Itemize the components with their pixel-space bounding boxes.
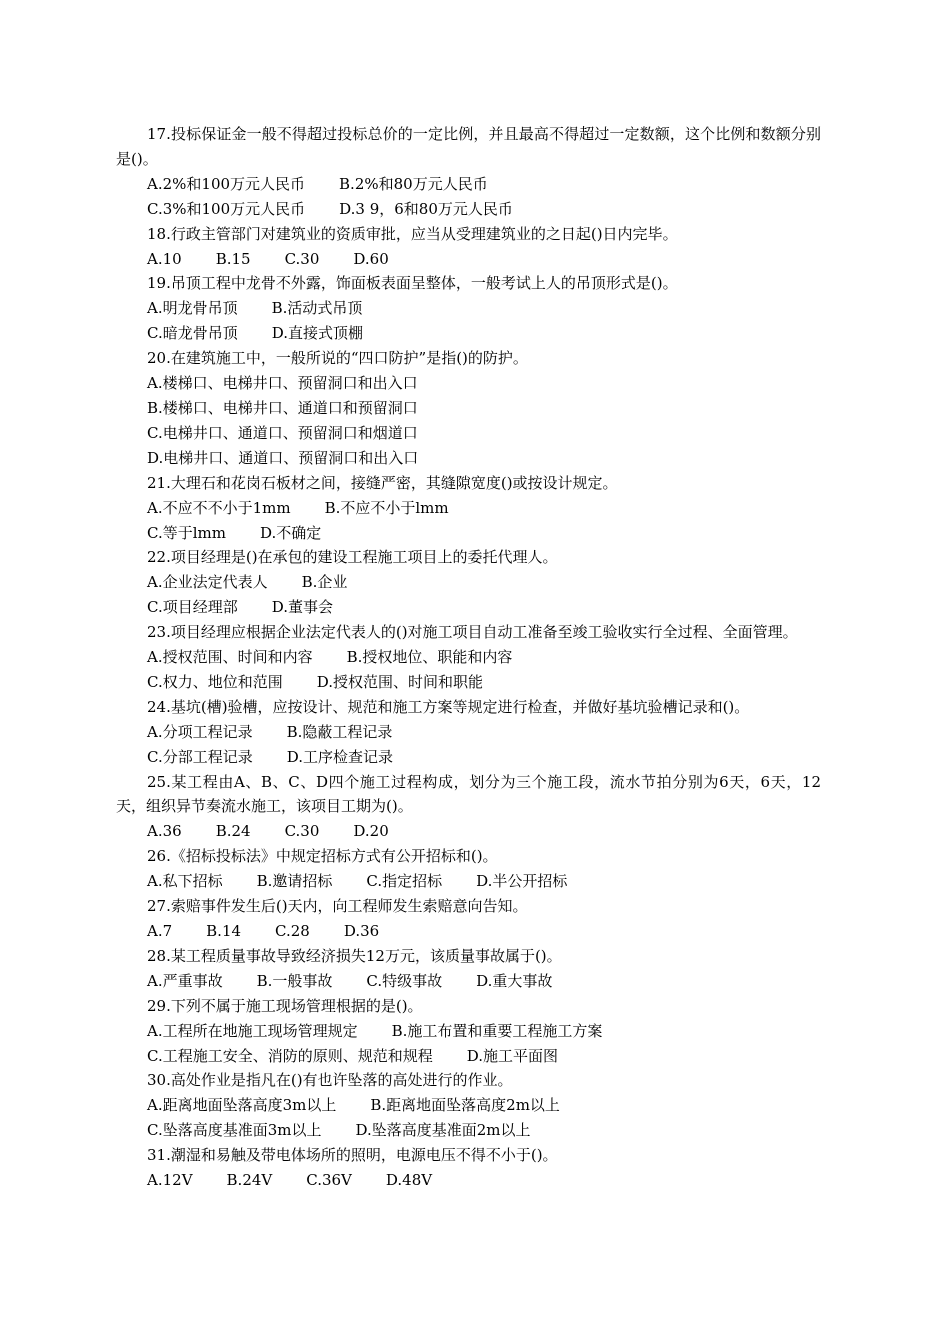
option-row	[116, 421, 821, 446]
option-text: D.坠落高度基准面2m以上	[355, 1121, 531, 1140]
option-text: B.企业	[301, 573, 348, 592]
option-text: B.不应不小于lmm	[324, 498, 449, 517]
option-text: A.7	[147, 922, 173, 940]
option-row	[116, 371, 821, 396]
option-row	[116, 321, 821, 346]
option-row	[116, 396, 821, 421]
question-stem: 23.项目经理应根据企业法定代表人的()对施工项目自动工准备至竣工验收实行全过程、全面管理。	[147, 623, 798, 642]
question-stem: 21.大理石和花岗石板材之间，接缝严密，其缝隙宽度()或按设计规定。	[147, 473, 618, 492]
option-text: A.36	[147, 822, 182, 841]
option-text: C.坠落高度基准面3m以上	[147, 1121, 322, 1140]
option-text: C.电梯井口、通道口、预留洞口和烟道口	[147, 423, 418, 442]
option-text: A.分项工程记录	[147, 722, 253, 741]
question-stem: 28.某工程质量事故导致经济损失12万元，该质量事故属于()。	[147, 946, 562, 965]
option-text: B.活动式吊顶	[271, 299, 363, 318]
option-row	[116, 645, 821, 670]
option-row	[116, 1019, 821, 1044]
option-text: A.私下招标	[147, 872, 223, 891]
option-row	[116, 570, 821, 595]
option-row	[116, 919, 821, 944]
question-stem: 24.基坑(槽)验槽，应按设计、规范和施工方案等规定进行检查，并做好基坑验槽记录和()。	[147, 697, 750, 716]
option-text: D.半公开招标	[476, 872, 568, 891]
question-stem: 30.高处作业是指凡在()有也许坠落的高处进行的作业。	[147, 1071, 513, 1090]
option-text: C.30	[284, 822, 320, 841]
option-text: B.隐蔽工程记录	[286, 722, 393, 741]
option-text: D.施工平面图	[466, 1046, 558, 1065]
option-text: B.授权地位、职能和内容	[346, 648, 513, 667]
option-text: B.楼梯口、电梯井口、通道口和预留洞口	[147, 398, 418, 417]
option-row	[116, 720, 821, 745]
option-row	[116, 1044, 821, 1069]
option-text: C.指定招标	[366, 872, 443, 891]
question-stem: 25.某工程由A、B、C、D四个施工过程构成，划分为三个施工段，流水节拍分别为6天，6天，12天，组织异节奏流水施工，该项目工期为()。	[116, 772, 821, 816]
option-text: D.不确定	[259, 523, 322, 542]
option-text: C.权力、地位和范围	[147, 672, 283, 691]
option-text: C.3%和100万元人民币	[147, 199, 306, 218]
option-text: C.36V	[306, 1171, 352, 1190]
option-row	[116, 869, 821, 894]
option-text: A.距离地面坠落高度3m以上	[147, 1096, 337, 1115]
option-text: B.距离地面坠落高度2m以上	[370, 1096, 560, 1115]
option-row	[116, 446, 821, 471]
option-text: B.14	[206, 922, 242, 940]
option-text: C.暗龙骨吊顶	[147, 324, 238, 343]
option-text: A.授权范围、时间和内容	[147, 648, 313, 667]
option-text: B.施工布置和重要工程施工方案	[391, 1021, 603, 1040]
option-row	[116, 819, 821, 844]
question-stem: 26.《招标投标法》中规定招标方式有公开招标和()。	[147, 847, 498, 866]
document-page	[116, 122, 821, 1193]
option-row	[116, 969, 821, 994]
option-text: D.直接式顶棚	[271, 324, 363, 343]
option-text: B.24V	[226, 1171, 273, 1190]
option-text: A.严重事故	[147, 971, 223, 990]
question-stem: 18.行政主管部门对建筑业的资质审批，应当从受理建筑业的之日起()日内完毕。	[147, 224, 678, 243]
question-stem: 19.吊顶工程中龙骨不外露，饰面板表面呈整体，一般考试上人的吊顶形式是()。	[147, 274, 678, 293]
option-text: C.特级事故	[366, 971, 443, 990]
option-text: A.企业法定代表人	[147, 573, 268, 592]
option-text: A.明龙骨吊顶	[147, 299, 238, 318]
option-text: A.楼梯口、电梯井口、预留洞口和出入口	[147, 374, 418, 393]
option-text: D.电梯井口、通道口、预留洞口和出入口	[147, 448, 419, 467]
option-row	[116, 1168, 821, 1193]
option-row	[116, 197, 821, 222]
question-stem: 22.项目经理是()在承包的建设工程施工项目上的委托代理人。	[147, 548, 558, 567]
option-text: D.董事会	[271, 598, 333, 617]
question-stem: 31.潮湿和易触及带电体场所的照明，电源电压不得不小于()。	[147, 1146, 558, 1165]
option-text: B.2%和80万元人民币	[339, 174, 488, 193]
option-text: D.36	[343, 922, 380, 940]
option-text: D.20	[353, 822, 389, 841]
option-text: A.2%和100万元人民币	[147, 174, 306, 193]
option-row	[116, 247, 821, 272]
option-text: B.邀请招标	[256, 872, 333, 891]
option-text: D.60	[353, 249, 389, 268]
option-row	[116, 670, 821, 695]
option-text: C.30	[284, 249, 320, 268]
option-text: D.授权范围、时间和职能	[316, 672, 483, 691]
option-text: B.15	[215, 249, 251, 268]
option-text: C.工程施工安全、消防的原则、规范和规程	[147, 1046, 433, 1065]
option-row	[116, 296, 821, 321]
option-text: A.10	[147, 249, 182, 268]
option-text: D.工序检查记录	[286, 747, 393, 766]
option-row	[116, 745, 821, 770]
option-text: A.工程所在地施工现场管理规定	[147, 1021, 358, 1040]
question-stem: 29.下列不属于施工现场管理根据的是()。	[147, 996, 423, 1015]
option-text: A.12V	[147, 1171, 193, 1190]
option-text: D.3 9，6和80万元人民币	[339, 199, 513, 218]
question-stem: 20.在建筑施工中，一般所说的“四口防护”是指()的防护。	[147, 349, 528, 368]
option-text: A.不应不不小于1mm	[147, 498, 291, 517]
option-text: C.项目经理部	[147, 598, 238, 617]
option-text: B.24	[215, 822, 251, 841]
option-text: B.一般事故	[256, 971, 333, 990]
question-stem: 27.索赔事件发生后()天内，向工程师发生索赔意向告知。	[147, 897, 528, 916]
option-row	[116, 1093, 821, 1118]
option-row	[116, 172, 821, 197]
question-stem: 17.投标保证金一般不得超过投标总价的一定比例，并且最高不得超过一定数额，这个比例和数额分别是()。	[116, 125, 821, 168]
option-row	[116, 496, 821, 521]
option-text: D.重大事故	[476, 971, 553, 990]
option-text: D.48V	[385, 1171, 433, 1190]
option-text: C.等于lmm	[147, 523, 226, 542]
option-row	[116, 1118, 821, 1143]
option-row	[116, 595, 821, 620]
option-text: C.28	[275, 922, 310, 940]
option-text: C.分部工程记录	[147, 747, 253, 766]
option-row	[116, 521, 821, 546]
